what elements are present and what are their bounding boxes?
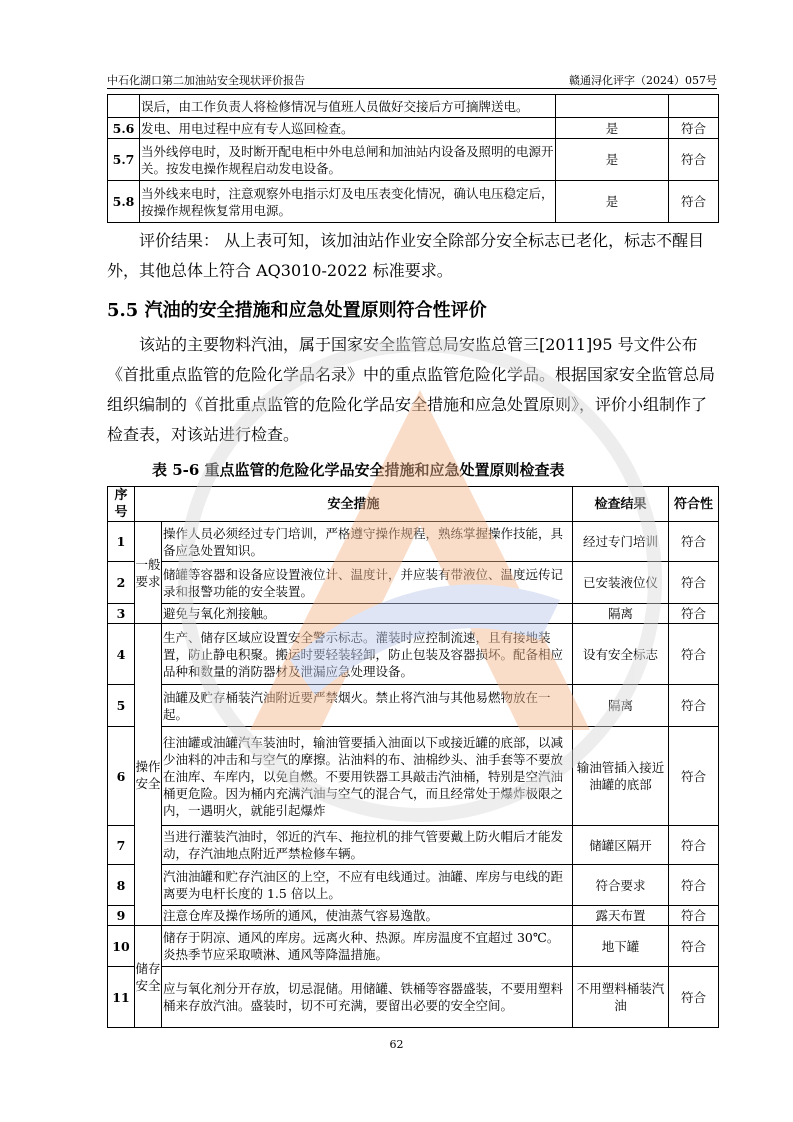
row-result: 输油管插入接近油罐的底部 [573,727,669,826]
row-number: 5.6 [108,118,140,139]
header-report-number: 赣通浔化评字（2024）057号 [569,74,717,87]
row-conform: 符合 [669,604,719,624]
row-text: 储罐等容器和设备应设置液位计、温度计，并应装有带液位、温度远传记录和报警功能的安全装置。 [162,562,573,604]
row-text: 往油罐或油罐汽车装油时，输油管要插入油面以下或接近罐的底部，以减少油料的冲击和与空气的摩擦。沾油料的布、油棉纱头、油手套等不要放在油库、车库内，以免自燃。不要用铁器工具敲击汽油桶，特别是空汽油桶更危险。因为桶内充满汽油与空气的混合气，而且经常处于爆炸极限之内，一遇明火，就能引起爆炸 [162,727,573,826]
row-result: 露天布置 [573,906,669,926]
row-result: 不用塑料桶装汽油 [573,967,669,1028]
row-conform: 符合 [669,522,719,562]
row-number: 2 [108,562,135,604]
table-row [108,967,719,1028]
row-number: 10 [108,926,135,967]
page-header [107,72,717,89]
row-number: 11 [108,967,135,1028]
row-result: 隔离 [573,685,669,727]
section-title: 5.5 汽油的安全措施和应急处置原则符合性评价 [107,300,487,321]
category-storage: 储存安全 [135,926,162,1028]
table-row [108,826,719,865]
row-conform: 符合 [669,967,719,1028]
header-measure: 安全措施 [135,487,573,522]
table-row [108,926,719,967]
table-row [108,727,719,826]
table-row [108,685,719,727]
row-text: 油罐及贮存桶装汽油附近要严禁烟火。禁止将汽油与其他易燃物放在一起。 [162,685,573,727]
table-row [108,95,719,118]
row-number: 6 [108,727,135,826]
header-result: 检查结果 [573,487,669,522]
row-result: 符合要求 [573,865,669,906]
table-row [108,906,719,926]
row-number: 5.7 [108,139,140,181]
row-conform: 符合 [669,624,719,685]
row-conform: 符合 [669,865,719,906]
row-text: 操作人员必须经过专门培训，严格遵守操作规程，熟练掌握操作技能，具备应急处置知识。 [162,522,573,562]
row-number: 5.8 [108,181,140,223]
header-num: 序号 [108,487,135,522]
row-text: 避免与氧化剂接触。 [162,604,573,624]
row-number: 4 [108,624,135,685]
table-row [108,562,719,604]
header-conform: 符合性 [669,487,719,522]
table-row [108,118,719,139]
row-text: 当进行灌装汽油时，邻近的汽车、拖拉机的排气管要戴上防火帽后才能发动，存汽油地点附近严禁检修车辆。 [162,826,573,865]
row-conform: 符合 [669,181,719,223]
row-number: 5 [108,685,135,727]
row-conform: 符合 [669,118,719,139]
page-number: 62 [389,1038,404,1051]
row-result: 是 [556,118,669,139]
table-row [108,522,719,562]
row-result: 是 [556,139,669,181]
row-number: 1 [108,522,135,562]
row-text: 发电、用电过程中应有专人巡回检查。 [140,118,556,139]
electrical-check-table [107,94,719,223]
row-number: 3 [108,604,135,624]
row-result: 隔离 [573,604,669,624]
row-conform: 符合 [669,926,719,967]
row-result: 储罐区隔开 [573,826,669,865]
row-conform: 符合 [669,826,719,865]
row-number: 7 [108,826,135,865]
evaluation-result-text: 评价结果： 从上表可知，该加油站作业安全除部分安全标志已老化，标志不醒目外，其他总体上符合 AQ3010-2022 标准要求。 [107,231,705,280]
category-operation: 操作安全 [135,624,162,926]
row-text: 汽油油罐和贮存汽油区的上空，不应有电线通过。油罐、库房与电线的距离要为电杆长度的 1.5 倍以上。 [162,865,573,906]
table-row [108,139,719,181]
table-row [108,624,719,685]
row-result: 地下罐 [573,926,669,967]
row-number: 9 [108,906,135,926]
table-row [108,604,719,624]
row-text: 当外线来电时，注意观察外电指示灯及电压表变化情况，确认电压稳定后，按操作规程恢复常用电源。 [140,181,556,223]
row-number: 8 [108,865,135,906]
row-conform: 符合 [669,562,719,604]
row-text: 误后，由工作负责人将检修情况与值班人员做好交接后方可摘牌送电。 [140,95,556,118]
table-caption: 表 5-6 重点监管的危险化学品安全措施和应急处置原则检查表 [152,461,565,479]
category-general: 一般要求 [135,522,162,624]
row-conform: 符合 [669,685,719,727]
row-result: 设有安全标志 [573,624,669,685]
header-report-title: 中石化湖口第二加油站安全现状评价报告 [107,74,305,87]
hazard-check-table [107,486,719,1028]
row-text: 注意仓库及操作场所的通风，使油蒸气容易逸散。 [162,906,573,926]
row-result: 已安装液位仪 [573,562,669,604]
row-conform: 符合 [669,727,719,826]
row-conform [669,95,719,118]
intro-text: 该站的主要物料汽油，属于国家安全监管总局安监总管三[2011]95 号文件公布《首批重点监管的危险化学品名录》中的重点监管危险化学品。根据国家安全监管总局组织编制的《首批重点监管的危险化学品安全措施和应急处置原则》，评价小组制作了检查表，对该站进行检查。 [107,335,716,444]
row-text: 当外线停电时，及时断开配电柜中外电总闸和加油站内设备及照明的电源开关。按发电操作规程启动发电设备。 [140,139,556,181]
row-text: 应与氧化剂分开存放，切忌混储。用储罐、铁桶等容器盛装，不要用塑料桶来存放汽油。盛装时，切不可充满，要留出必要的安全空间。 [162,967,573,1028]
table-row [108,865,719,906]
row-conform: 符合 [669,139,719,181]
row-text: 储存于阴凉、通风的库房。远离火种、热源。库房温度不宜超过 30℃。炎热季节应采取喷淋、通风等降温措施。 [162,926,573,967]
row-text: 生产、储存区域应设置安全警示标志。灌装时应控制流速，且有接地装置，防止静电积聚。搬运时要轻装轻卸，防止包装及容器损坏。配备相应品种和数量的消防器材及泄漏应急处理设备。 [162,624,573,685]
table-row [108,181,719,223]
row-number [108,95,140,118]
table-header-row [108,487,719,522]
row-result: 是 [556,181,669,223]
row-result [556,95,669,118]
row-result: 经过专门培训 [573,522,669,562]
row-conform: 符合 [669,906,719,926]
